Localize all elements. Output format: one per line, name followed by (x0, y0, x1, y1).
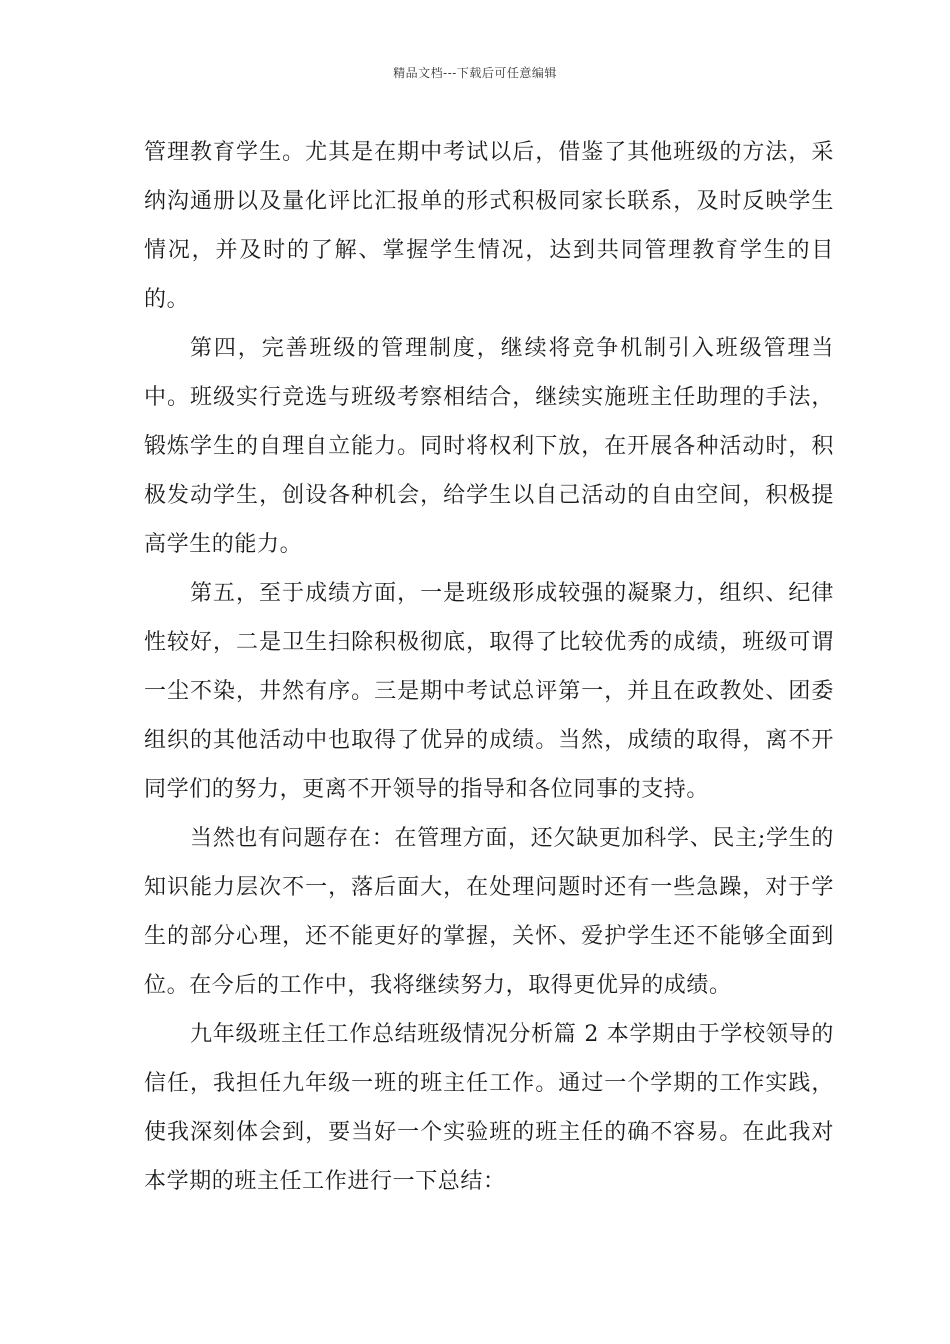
paragraph-article-two-intro: 九年级班主任工作总结班级情况分析篇 2 本学期由于学校领导的信任，我担任九年级一班的班主任工作。通过一个学期的工作实践，使我深刻体会到，要当好一个实验班的班主任的确不容易。在此我对本学期的班主任工作进行一下总结： (144, 1022, 834, 1194)
paragraph-point-five: 第五，至于成绩方面，一是班级形成较强的凝聚力，组织、纪律性较好，二是卫生扫除积极彻底，取得了比较优秀的成绩，班级可谓一尘不染，井然有序。三是期中考试总评第一，并且在政教处、团委组织的其他活动中也取得了优异的成绩。当然，成绩的取得，离不开同学们的努力，更离不开领导的指导和各位同事的支持。 (144, 581, 834, 802)
paragraph-continuation: 管理教育学生。尤其是在期中考试以后，借鉴了其他班级的方法，采纳沟通册以及量化评比汇报单的形式积极同家长联系，及时反映学生情况，并及时的了解、掌握学生情况，达到共同管理教育学生的目的。 (144, 140, 834, 312)
document-body (144, 128, 834, 1206)
paragraph-point-four: 第四，完善班级的管理制度，继续将竞争机制引入班级管理当中。班级实行竞选与班级考察相结合，继续实施班主任助理的手法，锻炼学生的自理自立能力。同时将权利下放，在开展各种活动时，积极发动学生，创设各种机会，给学生以自己活动的自由空间，积极提高学生的能力。 (144, 336, 834, 557)
page-header: 精品文档---下载后可任意编辑 (393, 66, 557, 80)
paragraph-problems: 当然也有问题存在：在管理方面，还欠缺更加科学、民主;学生的知识能力层次不一，落后面大，在处理问题时还有一些急躁，对于学生的部分心理，还不能更好的掌握，关怀、爱护学生还不能够全面到位。在今后的工作中，我将继续努力，取得更优异的成绩。 (144, 826, 834, 998)
